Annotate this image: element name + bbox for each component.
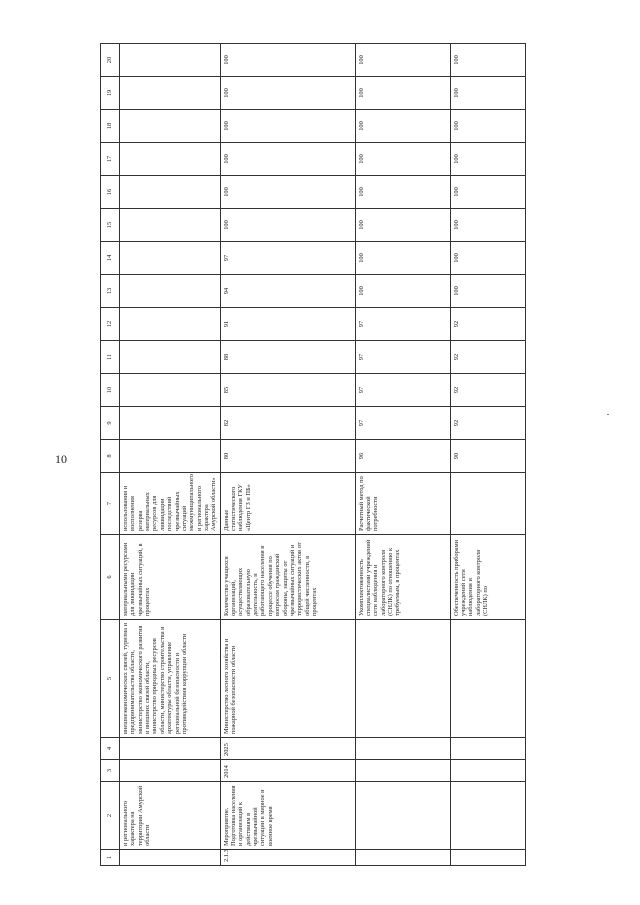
value-cell: 100 [450, 242, 525, 275]
cell-c6: Укомплектованность специалистами учреждений сети наблюдения и лабораторного контроля (СНЛК) по отношению к требуемым, в процентах [355, 535, 450, 620]
value-cell [120, 209, 221, 242]
value-cell [120, 440, 221, 473]
value-cell: 92 [450, 407, 525, 440]
column-header: 3 [101, 760, 120, 782]
cell-c3: 2014 [220, 760, 355, 782]
value-cell: 94 [220, 275, 355, 308]
cell-c7 [450, 473, 525, 535]
cell-c5 [450, 620, 525, 738]
cell-c7: Данные статистического наблюдения ГКУ «Центр ГЗ и ПБ» [220, 473, 355, 535]
cell-c1 [355, 850, 450, 866]
column-header: 10 [101, 374, 120, 407]
column-header: 13 [101, 275, 120, 308]
column-header: 12 [101, 308, 120, 341]
value-cell [120, 407, 221, 440]
cell-c1: 2.1.3 [220, 850, 355, 866]
header-row [101, 44, 120, 866]
cell-c6: материальными ресурсами для ликвидации чрезвычайных ситуаций, в процентах [120, 535, 221, 620]
column-header: 7 [101, 473, 120, 535]
cell-c1 [450, 850, 525, 866]
cell-c3 [355, 760, 450, 782]
table-body [120, 44, 526, 866]
value-cell: 100 [450, 77, 525, 110]
cell-c7: Расчетный метод по фактической потребности [355, 473, 450, 535]
value-cell: 80 [220, 440, 355, 473]
cell-c2: и регионального характера на территории Амурской области [120, 782, 221, 850]
cell-c7: использования и восполнения резерва материальных ресурсов для ликвидации последствий чрезвычайных ситуаций межмуниципального и регионального характера Амурской области» [120, 473, 221, 535]
value-cell: 100 [450, 176, 525, 209]
value-cell [120, 275, 221, 308]
value-cell: 100 [450, 110, 525, 143]
value-cell [120, 308, 221, 341]
column-header: 1 [101, 850, 120, 866]
value-cell: 100 [450, 209, 525, 242]
value-cell: 100 [450, 275, 525, 308]
cell-c3 [450, 760, 525, 782]
value-cell: 88 [220, 341, 355, 374]
value-cell: 100 [355, 209, 450, 242]
table-row [355, 44, 450, 866]
value-cell [120, 242, 221, 275]
value-cell: 97 [355, 341, 450, 374]
value-cell: 91 [220, 308, 355, 341]
table-row [450, 44, 525, 866]
cell-c2: Мероприятие. Подготовка населения и организаций к действиям в чрезвычайной ситуации в мирное и военное время [220, 782, 355, 850]
value-cell [120, 176, 221, 209]
value-cell [120, 341, 221, 374]
column-header: 11 [101, 341, 120, 374]
value-cell: 100 [355, 176, 450, 209]
value-cell: 97 [220, 242, 355, 275]
value-cell [120, 143, 221, 176]
cell-c4 [450, 738, 525, 760]
column-header: 9 [101, 407, 120, 440]
value-cell: 92 [450, 308, 525, 341]
value-cell [120, 44, 221, 77]
column-header: 8 [101, 440, 120, 473]
cell-c2 [450, 782, 525, 850]
value-cell: 85 [220, 374, 355, 407]
value-cell: 90 [450, 440, 525, 473]
table-row [120, 44, 221, 866]
value-cell: 100 [355, 44, 450, 77]
cell-c4 [355, 738, 450, 760]
value-cell [120, 374, 221, 407]
value-cell [120, 77, 221, 110]
column-header: 14 [101, 242, 120, 275]
cell-c5: Министерство лесного хозяйства и пожарной безопасности области [220, 620, 355, 738]
program-table [100, 43, 526, 866]
table-wrapper [100, 44, 525, 866]
page-number: 10 [55, 452, 67, 466]
value-cell: 100 [355, 275, 450, 308]
value-cell: 100 [355, 110, 450, 143]
cell-c1 [120, 850, 221, 866]
scan-speck [607, 414, 609, 415]
value-cell [120, 110, 221, 143]
column-header: 20 [101, 44, 120, 77]
value-cell: 100 [355, 77, 450, 110]
column-header: 18 [101, 110, 120, 143]
value-cell: 97 [355, 407, 450, 440]
value-cell: 97 [355, 308, 450, 341]
value-cell: 100 [450, 44, 525, 77]
value-cell: 96 [355, 440, 450, 473]
cell-c2 [355, 782, 450, 850]
column-header: 16 [101, 176, 120, 209]
value-cell: 97 [355, 374, 450, 407]
cell-c5: внешнеэкономических связей, туризма и предпринимательства области, министерство экономического развития и внешних связей области, министерство природных ресурсов области, министерство строительства и архитектуры области, управление региональной безопасности и противодействия коррупции области [120, 620, 221, 738]
value-cell: 100 [220, 209, 355, 242]
value-cell: 100 [450, 143, 525, 176]
value-cell: 82 [220, 407, 355, 440]
value-cell: 100 [220, 44, 355, 77]
cell-c4: 2025 [220, 738, 355, 760]
column-header: 4 [101, 738, 120, 760]
cell-c6: Обеспеченность приборами учреждений сети наблюдения и лабораторного контроля (СНЛК) по [450, 535, 525, 620]
value-cell: 92 [450, 341, 525, 374]
cell-c6: Количество учащихся организаций, осуществляющих образовательную деятельность, и работающего населения в процессе обучения по вопросам гражданской обороны, защиты от чрезвычайных ситуаций и террористических актов от общей численности, в процентах [220, 535, 355, 620]
column-header: 17 [101, 143, 120, 176]
value-cell: 92 [450, 374, 525, 407]
column-header: 15 [101, 209, 120, 242]
table-row [220, 44, 355, 866]
value-cell: 100 [355, 143, 450, 176]
cell-c3 [120, 760, 221, 782]
value-cell: 100 [220, 110, 355, 143]
column-header: 5 [101, 620, 120, 738]
value-cell: 100 [220, 176, 355, 209]
column-header: 2 [101, 782, 120, 850]
value-cell: 100 [220, 143, 355, 176]
cell-c4 [120, 738, 221, 760]
column-header: 6 [101, 535, 120, 620]
value-cell: 100 [355, 242, 450, 275]
cell-c5 [355, 620, 450, 738]
column-header: 19 [101, 77, 120, 110]
value-cell: 100 [220, 77, 355, 110]
